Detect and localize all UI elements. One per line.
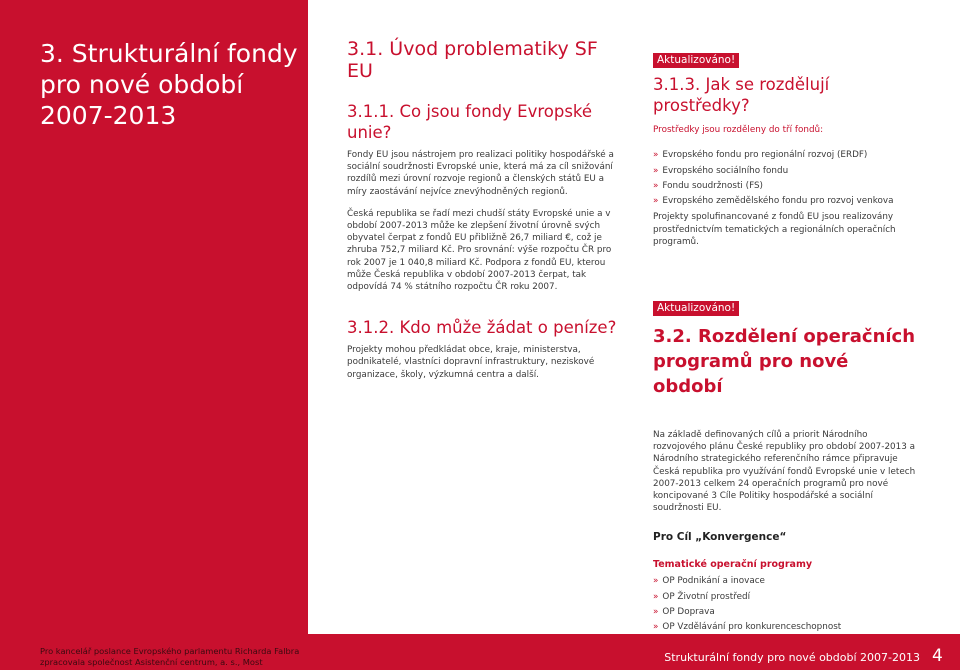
arrow-icon: » xyxy=(653,607,659,618)
list-item: » Evropského sociálního fondu xyxy=(653,165,789,176)
footer-title: Strukturální fondy pro nové období 2007-2013 xyxy=(664,651,920,664)
right-column xyxy=(653,48,921,651)
arrow-icon: » xyxy=(653,150,659,161)
middle-column xyxy=(347,38,619,381)
section-title-3-2: 3.2. Rozdělení operačních programů pro nové období xyxy=(653,326,916,397)
section-title-3-1: 3.1. Úvod problematiky SF EU xyxy=(347,38,598,82)
paragraph-na-zaklade: Na základě definovaných cílů a priorit Národního rozvojového plánu České republiky pro období 2007-2013 a Národního strategického referenčního rámce připravuje Česká republika pro využívání fondů Evropské unie v letech 2007-2013 celkem 24 operačních programů pro nové koncipované 3 Cíle Politiky hospodářské a sociální soudržnosti EU. xyxy=(653,430,916,514)
paragraph-ceska-republika: Česká republika se řadí mezi chudší státy Evropské unie a v období 2007-2013 může ke zlepšení životní úrovně svých obyvatel čerpat z fondů EU přibližně 26,7 miliard €, což je zhruba 752,7 miliard Kč. Pro srovnání: výše rozpočtu ČR pro rok 2007 je 1 040,8 miliard Kč. Podpora z fondů EU, kterou může Česká republika v období 2007-2013 čerpat, tak odpovídá 74 % státního rozpočtu ČR roku 2007. xyxy=(347,208,612,293)
arrow-icon: » xyxy=(653,576,659,587)
chapter-title: 3. Strukturální fondy pro nové období 2007-2013 xyxy=(40,39,298,130)
list-item: » OP Vzdělávání pro konkurenceschopnost xyxy=(653,622,842,633)
list-item: » Evropského zemědělského fondu pro rozvoj venkova xyxy=(653,196,894,207)
footer-credit: Pro kancelář poslance Evropského parlamentu Richarda Falbra zpracovala společnost Asistenční centrum, a. s., Most xyxy=(40,646,300,667)
arrow-icon: » xyxy=(653,591,659,602)
list-item: » Evropského fondu pro regionální rozvoj (ERDF) xyxy=(653,150,868,161)
updated-badge: Aktualizováno! xyxy=(653,53,739,68)
arrow-icon: » xyxy=(653,165,659,176)
subsection-title-3-1-2: 3.1.2. Kdo může žádat o peníze? xyxy=(347,318,617,338)
arrow-icon: » xyxy=(653,180,659,191)
goal-title: Pro Cíl „Konvergence“ xyxy=(653,531,787,544)
list-item: » OP Podnikání a inovace xyxy=(653,576,765,587)
tematic-programs-title: Tematické operační programy xyxy=(653,559,813,571)
subsection-title-3-1-1: 3.1.1. Co jsou fondy Evropské unie? xyxy=(347,102,593,142)
paragraph-fondy-eu: Fondy EU jsou nástrojem pro realizaci politiky hospodářské a sociální soudržnosti Evropské unie, která má za cíl snižování rozdílů mezi úrovní rozvoje regionů a členských států EU a míry zaostávání nejvíce znevýhodněných regionů. xyxy=(347,150,614,197)
funds-list xyxy=(653,148,921,209)
funds-lead: Prostředky jsou rozděleny do tří fondů: xyxy=(653,125,824,135)
arrow-icon: » xyxy=(653,622,659,633)
page-number: 4 xyxy=(932,646,943,666)
updated-badge: Aktualizováno! xyxy=(653,301,739,316)
list-item: » OP Doprava xyxy=(653,607,715,618)
arrow-icon: » xyxy=(653,196,659,207)
paragraph-projekty: Projekty spolufinancované z fondů EU jsou realizovány prostřednictvím tematických a regionálních operačních programů. xyxy=(653,212,896,247)
list-item: » OP Životní prostředí xyxy=(653,591,751,602)
subsection-title-3-1-3: 3.1.3. Jak se rozdělují prostředky? xyxy=(653,75,830,115)
list-item: » Fondu soudržnosti (FS) xyxy=(653,180,763,191)
paragraph-kdo-muze: Projekty mohou předkládat obce, kraje, ministerstva, podnikatelé, vlastníci dopravní infrastruktury, neziskové organizace, školy, výzkumná centra a další. xyxy=(347,345,595,380)
